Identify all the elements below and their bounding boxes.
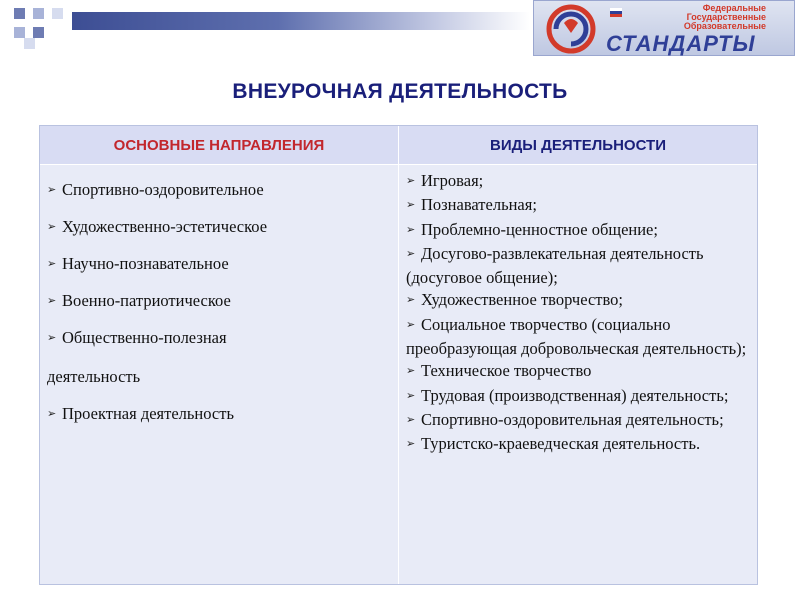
fgos-logo [533, 0, 795, 56]
decor-square [24, 38, 35, 49]
logo-wordmark: СТАНДАРТЫ [606, 31, 756, 56]
arrow-bullet-icon: ➢ [406, 198, 416, 212]
list-item [406, 433, 747, 457]
list-item [47, 319, 317, 395]
table-header [40, 126, 757, 164]
direction-text: Военно-патриотическое [62, 291, 231, 310]
arrow-bullet-icon: ➢ [47, 183, 57, 196]
list-item [406, 170, 747, 194]
direction-text: Проектная деятельность [62, 404, 234, 423]
direction-text: Общественно-полезная деятельность [47, 328, 227, 386]
activity-text: Спортивно-оздоровительная деятельность; [421, 409, 724, 429]
arrow-bullet-icon: ➢ [47, 220, 57, 233]
list-item [406, 314, 747, 361]
arrow-bullet-icon: ➢ [406, 388, 416, 402]
arrow-bullet-icon: ➢ [406, 222, 416, 236]
decor-square [33, 27, 44, 38]
decor-square [14, 27, 25, 38]
header-directions: ОСНОВНЫЕ НАПРАВЛЕНИЯ [40, 126, 399, 164]
arrow-bullet-icon: ➢ [406, 293, 416, 307]
activity-text: Познавательная; [421, 195, 537, 215]
decor-square [52, 8, 63, 19]
list-item [47, 208, 390, 245]
logo-line: Государственные [686, 12, 766, 22]
activity-text: Социальное творчество (социально преобразующая добровольческая деятельность); [406, 314, 747, 359]
activity-text: Проблемно-ценностное общение; [421, 219, 658, 239]
activity-text: Техническое творчество [421, 361, 592, 381]
direction-text: Художественно-эстетическое [62, 217, 268, 236]
arrow-bullet-icon: ➢ [406, 437, 416, 451]
arrow-bullet-icon: ➢ [406, 174, 416, 187]
list-item [47, 245, 390, 282]
list-item [47, 171, 390, 208]
header-activities: ВИДЫ ДЕЯТЕЛЬНОСТИ [489, 136, 666, 154]
activity-text: Художественное творчество; [421, 290, 623, 310]
logo-line: Федеральные [702, 3, 766, 13]
activity-text: Трудовая (производственная) деятельность; [421, 385, 729, 405]
logo-line: Образовательные [683, 21, 766, 31]
list-item [406, 219, 747, 243]
decor-square [14, 8, 25, 19]
table-body [40, 164, 757, 584]
activity-table [39, 125, 758, 585]
arrow-bullet-icon: ➢ [406, 364, 416, 378]
arrow-bullet-icon: ➢ [406, 317, 416, 331]
list-item [47, 395, 390, 432]
list-item [406, 409, 747, 433]
logo-subtitle [626, 4, 766, 31]
direction-text: Спортивно-оздоровительное [62, 180, 264, 199]
list-item [406, 194, 747, 218]
arrow-bullet-icon: ➢ [47, 257, 57, 270]
activity-text: Досугово-развлекательная деятельность (досуговое общение); [406, 243, 704, 288]
activities-column [399, 165, 757, 584]
arrow-bullet-icon: ➢ [47, 331, 57, 344]
list-item [406, 289, 747, 313]
direction-text: Научно-познавательное [62, 254, 229, 273]
list-item [47, 282, 390, 319]
list-item [406, 360, 747, 384]
decor-square [33, 8, 44, 19]
russian-flag-icon [610, 8, 622, 17]
arrow-bullet-icon: ➢ [47, 294, 57, 307]
activity-text: Туристско-краеведческая деятельность. [421, 434, 701, 454]
page-title: ВНЕУРОЧНАЯ ДЕЯТЕЛЬНОСТЬ [232, 80, 568, 103]
header-gradient-bar [72, 12, 530, 30]
directions-column [40, 165, 399, 584]
arrow-bullet-icon: ➢ [406, 246, 416, 260]
arrow-bullet-icon: ➢ [406, 412, 416, 426]
list-item [406, 385, 747, 409]
fgos-emblem-icon [544, 3, 602, 55]
arrow-bullet-icon: ➢ [47, 407, 57, 420]
list-item [406, 243, 747, 290]
activity-text: Игровая; [421, 171, 484, 190]
